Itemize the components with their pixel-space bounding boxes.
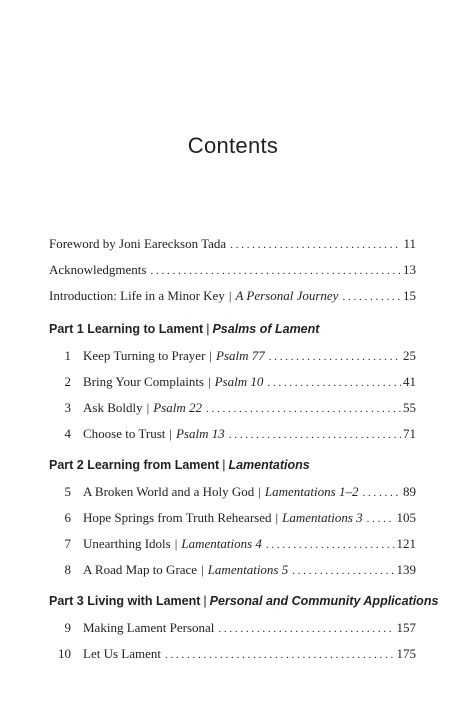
toc-entry-chapter-8[interactable]: [49, 562, 416, 578]
dot-leader: [269, 351, 401, 363]
part-heading-1: [49, 322, 416, 336]
part-heading-2: [49, 458, 416, 472]
separator: |: [228, 288, 232, 303]
entry-title-group: [83, 348, 265, 364]
separator: |: [209, 348, 213, 363]
chapter-number: 8: [64, 562, 71, 577]
page-number: 105: [396, 510, 416, 525]
entry-title: Making Lament Personal: [83, 620, 215, 635]
dot-leader: [266, 539, 395, 551]
chapter-number: 5: [64, 484, 71, 499]
part-subtitle: Personal and Community Applications: [209, 594, 439, 608]
page-number: 15: [403, 288, 416, 303]
entry-title: Keep Turning to Prayer: [83, 348, 206, 363]
page-title: Contents: [187, 133, 279, 158]
separator: |: [174, 536, 178, 551]
page-number: 13: [403, 262, 416, 277]
separator: |: [222, 458, 226, 472]
page-number: 25: [403, 348, 416, 363]
entry-title: Bring Your Complaints: [83, 374, 204, 389]
dot-leader: [218, 623, 394, 635]
entry-title-group: [83, 536, 262, 552]
entry-title-group: [83, 562, 288, 578]
entry-title: Choose to Trust: [83, 426, 166, 441]
page-number: 157: [396, 620, 416, 635]
dot-leader: [165, 649, 395, 661]
entry-subtitle: A Personal Journey: [235, 288, 339, 303]
entry-title: Acknowledgments: [49, 262, 147, 277]
entry-title: Introduction: Life in a Minor Key: [49, 288, 225, 303]
separator: |: [275, 510, 279, 525]
dot-leader: [229, 429, 401, 441]
chapter-number: 1: [64, 348, 71, 363]
entry-title: Foreword by Joni Eareckson Tada: [49, 236, 227, 251]
part-heading-3: [49, 594, 439, 608]
chapter-number: 2: [64, 374, 71, 389]
page-number: 121: [396, 536, 416, 551]
separator: |: [208, 374, 211, 389]
entry-subtitle: Lamentations 4: [181, 536, 262, 551]
page-number: 71: [403, 426, 416, 441]
toc-entry-acknowledgments[interactable]: [49, 262, 416, 278]
chapter-number: 9: [64, 620, 71, 635]
entry-title: Ask Boldly: [83, 400, 143, 415]
toc-entry-chapter-3[interactable]: [49, 400, 416, 416]
dot-leader: [267, 377, 401, 389]
toc-entry-introduction[interactable]: [49, 288, 416, 304]
chapter-number: 3: [64, 400, 71, 415]
entry-subtitle: Psalm 13: [175, 426, 225, 441]
entry-title: Hope Springs from Truth Rehearsed: [83, 510, 272, 525]
dot-leader: [362, 487, 401, 499]
entry-subtitle: Psalm 77: [216, 348, 265, 363]
toc-entry-chapter-5[interactable]: [49, 484, 416, 500]
part-label: Part 2 Learning from Lament: [49, 458, 220, 472]
page-number: 55: [403, 400, 416, 415]
part-label: Part 3 Living with Lament: [49, 594, 201, 608]
separator: |: [169, 426, 172, 441]
dot-leader: [292, 565, 394, 577]
part-subtitle: Psalms of Lament: [212, 322, 320, 336]
dot-leader: [342, 291, 401, 303]
entry-subtitle: Psalm 10: [214, 374, 264, 389]
entry-title: A Broken World and a Holy God: [83, 484, 255, 499]
entry-title-group: [83, 510, 363, 526]
chapter-number: 6: [64, 510, 71, 525]
toc-entry-chapter-2[interactable]: [49, 374, 416, 390]
entry-title-group: [83, 400, 202, 416]
entry-title-group: [83, 426, 225, 442]
entry-title: Let Us Lament: [83, 646, 161, 661]
separator: |: [203, 594, 207, 608]
page-number: 41: [403, 374, 416, 389]
toc-entry-chapter-4[interactable]: [49, 426, 416, 442]
entry-subtitle: Psalm 22: [153, 400, 202, 415]
part-label: Part 1 Learning to Lament: [49, 322, 204, 336]
entry-title: A Road Map to Grace: [83, 562, 198, 577]
toc-entry-chapter-6[interactable]: [49, 510, 416, 526]
toc-entry-foreword[interactable]: [49, 236, 416, 252]
entry-title-group: [83, 484, 358, 500]
toc-entry-chapter-10[interactable]: [49, 646, 416, 662]
separator: |: [201, 562, 204, 577]
entry-subtitle: Lamentations 1–2: [264, 484, 359, 499]
page-number: 89: [403, 484, 416, 499]
entry-title: Unearthing Idols: [83, 536, 171, 551]
separator: |: [206, 322, 210, 336]
chapter-number: 4: [64, 426, 71, 441]
entry-subtitle: Lamentations 5: [207, 562, 289, 577]
dot-leader: [230, 239, 401, 251]
toc-entry-chapter-1[interactable]: [49, 348, 416, 364]
entry-title-group: [83, 374, 263, 390]
chapter-number: 7: [64, 536, 71, 551]
dot-leader: [150, 265, 401, 277]
toc-entry-chapter-7[interactable]: [49, 536, 416, 552]
page-number: 11: [403, 236, 416, 251]
entry-title-group: [49, 288, 338, 304]
separator: |: [258, 484, 261, 499]
page-number: 139: [396, 562, 416, 577]
page-number: 175: [396, 646, 416, 661]
dot-leader: [367, 513, 395, 525]
separator: |: [146, 400, 150, 415]
chapter-number: 10: [58, 646, 71, 661]
part-subtitle: Lamentations: [228, 458, 310, 472]
dot-leader: [206, 403, 401, 415]
toc-entry-chapter-9[interactable]: [49, 620, 416, 636]
entry-subtitle: Lamentations 3: [282, 510, 363, 525]
